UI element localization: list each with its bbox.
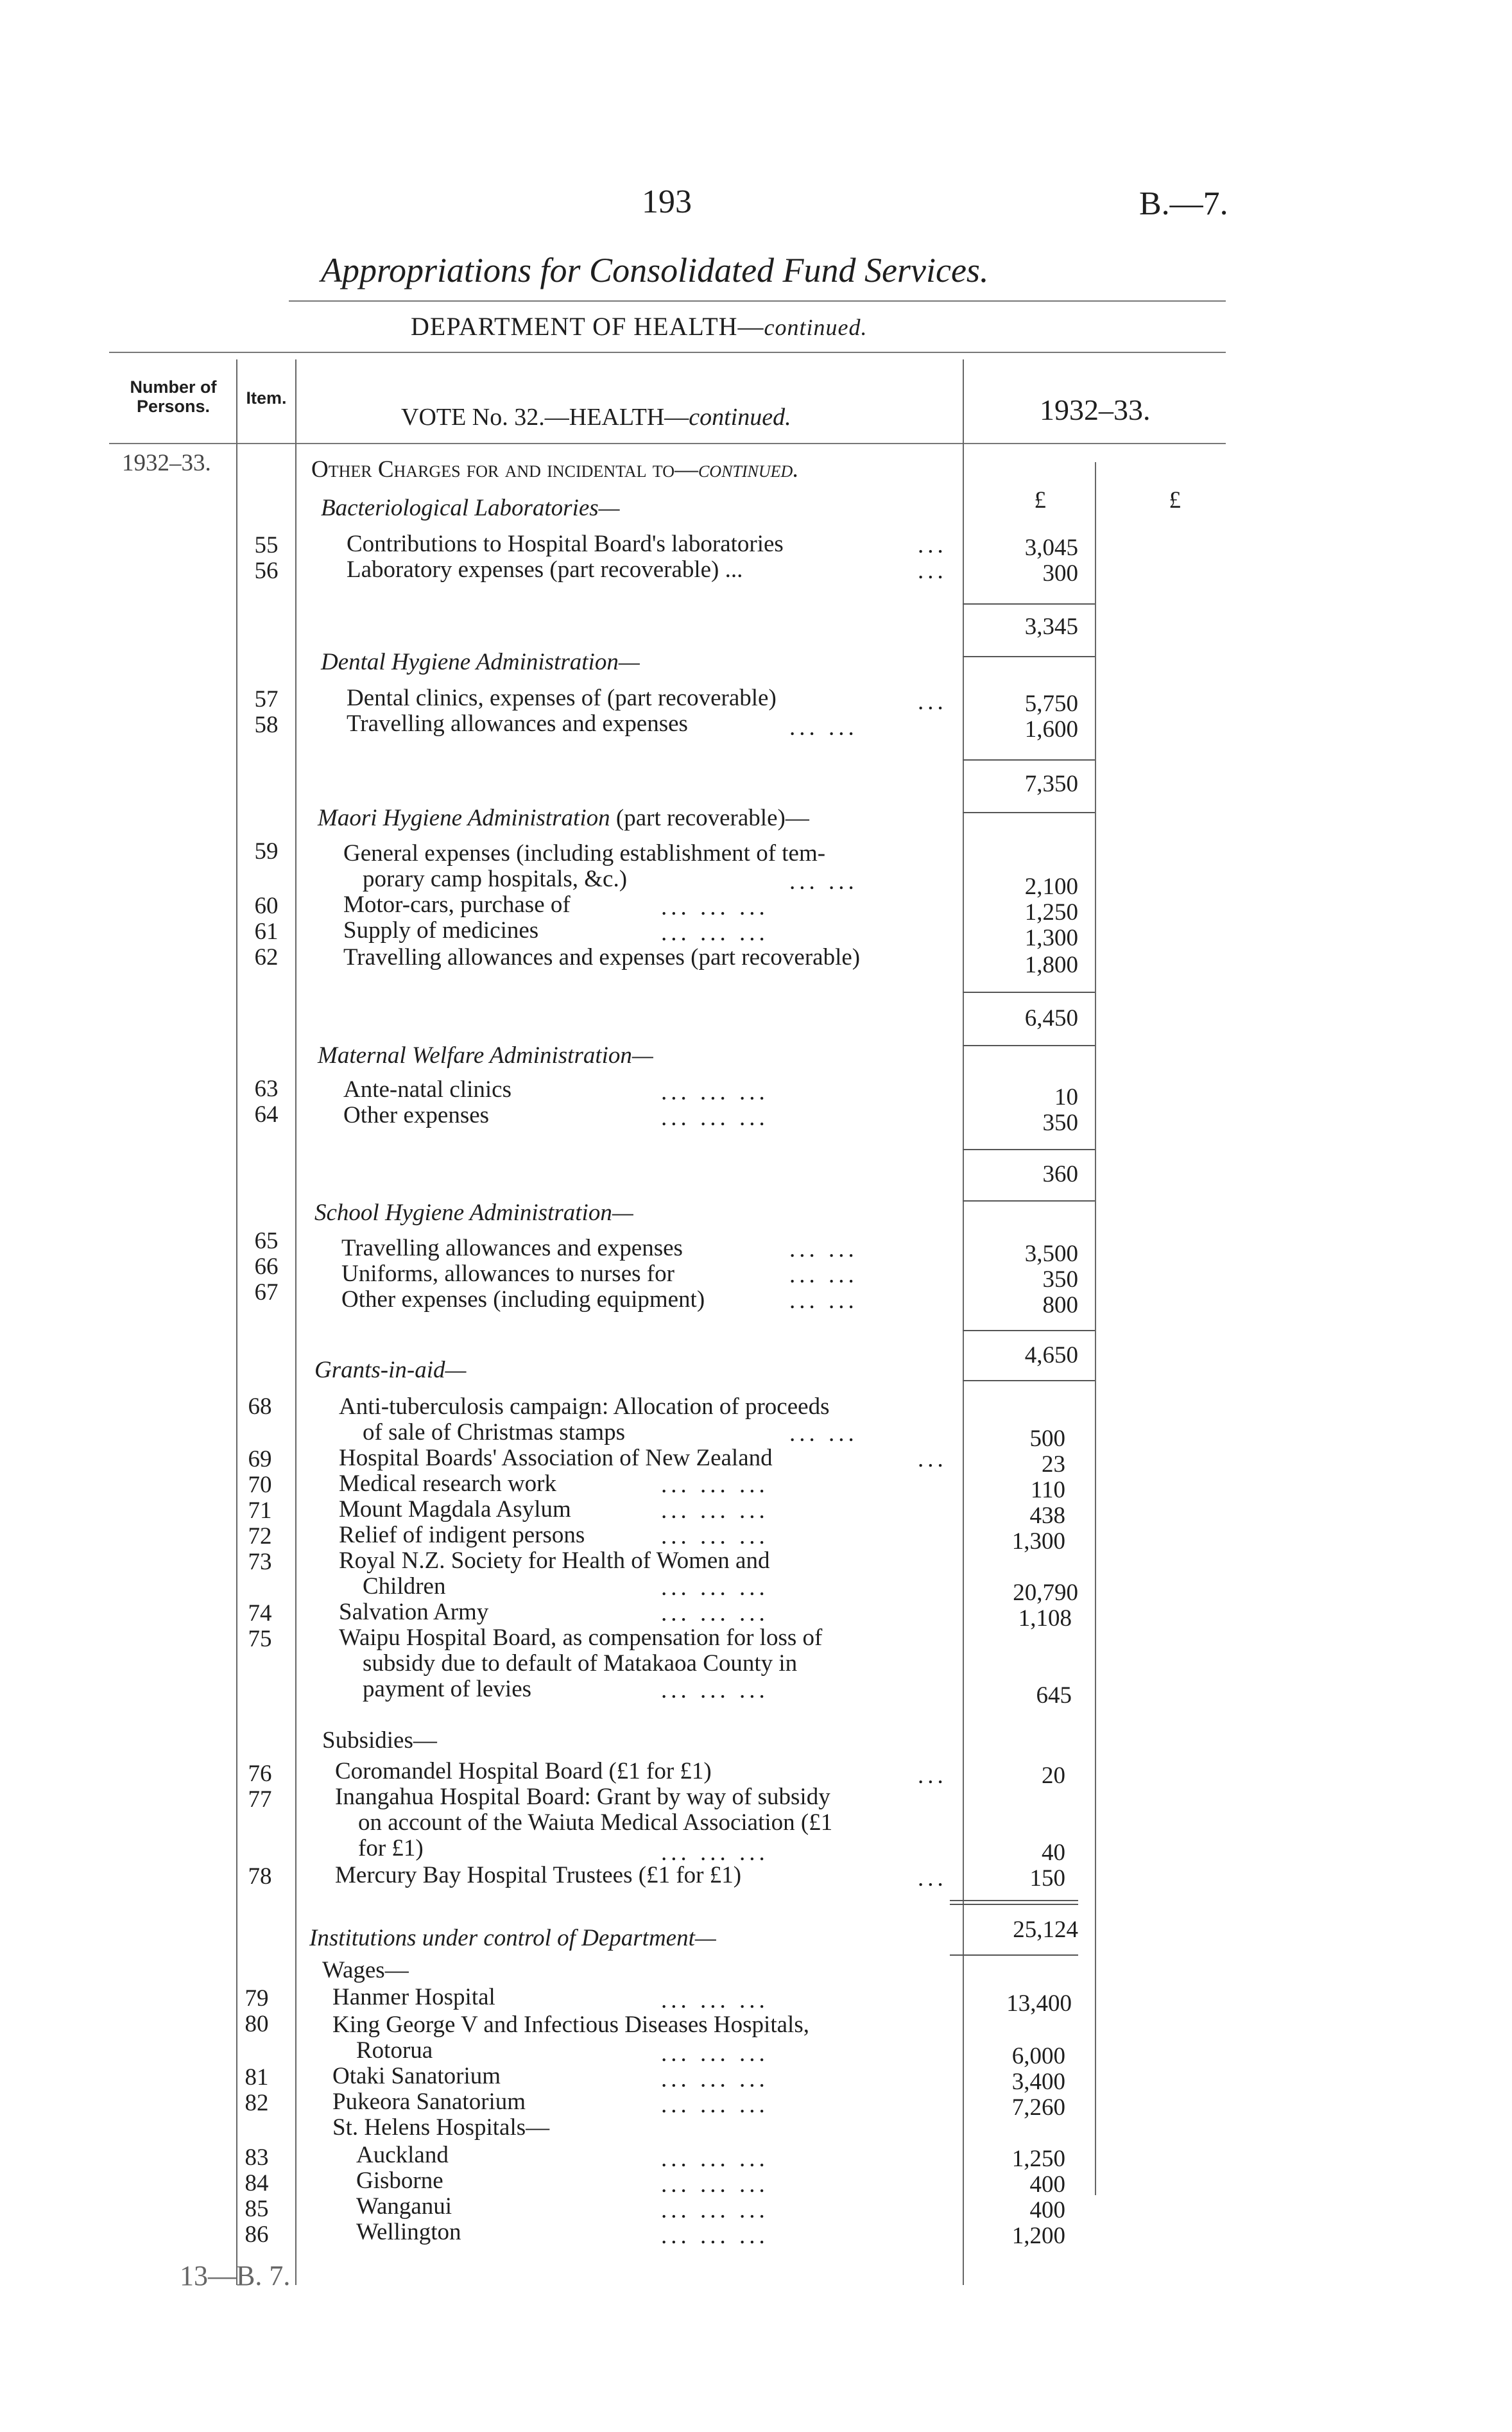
pound-symbol: £ <box>1034 487 1046 513</box>
leader-dots: ... ... ... <box>661 1079 769 1105</box>
leader-dots: ... ... <box>789 714 858 741</box>
item-description: Ante-natal clinics <box>343 1076 511 1103</box>
item-description: Mercury Bay Hospital Trustees (£1 for £1) <box>335 1862 742 1888</box>
leader-dots: ... ... ... <box>661 1497 769 1524</box>
item-amount: 110 <box>1030 1477 1065 1503</box>
leader-dots: ... ... ... <box>661 1523 769 1549</box>
leader-dots: ... ... ... <box>661 1574 769 1601</box>
item-amount: 1,600 <box>1024 716 1078 743</box>
subtotal-rule <box>963 656 1095 657</box>
item-number: 58 <box>254 712 279 738</box>
group-heading: Bacteriological Laboratories— <box>321 495 620 521</box>
item-description-cont: subsidy due to default of Matakaoa County in <box>363 1650 798 1677</box>
group-heading-label: Maori Hygiene Administration <box>318 805 610 831</box>
column-rule <box>963 359 964 2285</box>
item-number: 84 <box>245 2170 269 2196</box>
divider <box>109 352 1226 353</box>
leader-dots: ... ... ... <box>661 2171 769 2198</box>
item-number: 56 <box>254 558 279 584</box>
item-amount: 20,790 <box>1013 1580 1078 1606</box>
item-description: Travelling allowances and expenses (part recoverable) <box>343 944 861 970</box>
item-amount: 400 <box>1029 2171 1065 2198</box>
item-description-cont: of sale of Christmas stamps <box>363 1419 626 1445</box>
item-number: 55 <box>254 532 279 558</box>
leader-dots: ... ... ... <box>661 920 769 946</box>
item-description: Contributions to Hospital Board's laboratories <box>347 531 784 557</box>
leader-dots: ... ... ... <box>661 1677 769 1703</box>
item-amount: 6,000 <box>1011 2043 1065 2069</box>
year-label: 1932–33. <box>122 450 211 476</box>
item-number: 69 <box>248 1446 272 1472</box>
item-number: 86 <box>245 2221 269 2248</box>
subsidies-heading: Subsidies— <box>322 1727 437 1754</box>
item-description: Wanganui <box>356 2193 452 2220</box>
leader-dots: ... ... <box>789 1420 858 1447</box>
item-description: Uniforms, allowances to nurses for <box>341 1261 674 1287</box>
subtotal-rule <box>963 1045 1095 1046</box>
subtotal-rule <box>963 992 1095 993</box>
section-heading <box>311 457 799 483</box>
group-heading-suffix: (part recoverable)— <box>615 805 809 831</box>
item-description: Inangahua Hospital Board: Grant by way of subsidy <box>335 1784 830 1810</box>
item-amount: 150 <box>1029 1865 1065 1892</box>
item-description: Pukeora Sanatorium <box>332 2089 526 2115</box>
item-description: Relief of indigent persons <box>339 1522 585 1548</box>
subtotal-rule <box>950 1904 1078 1905</box>
item-number: 81 <box>245 2064 269 2091</box>
item-description: Otaki Sanatorium <box>332 2063 501 2089</box>
item-description: Motor-cars, purchase of <box>343 892 571 918</box>
item-description: Dental clinics, expenses of (part recoverable) <box>347 685 777 711</box>
item-description: Royal N.Z. Society for Health of Women and <box>339 1548 770 1574</box>
signature-mark: 13—B. 7. <box>180 2260 291 2291</box>
item-number: 70 <box>248 1472 272 1498</box>
item-number: 68 <box>248 1393 272 1420</box>
item-description: Hanmer Hospital <box>332 1984 495 2010</box>
department-label: DEPARTMENT OF HEALTH— <box>411 312 764 341</box>
group-total: 3,345 <box>1024 614 1078 640</box>
section-heading-continued: continued. <box>698 456 799 483</box>
item-description: Gisborne <box>356 2168 443 2194</box>
item-description-cont: Rotorua <box>356 2037 433 2064</box>
leader-dots: ... ... <box>789 1288 858 1314</box>
item-description: King George V and Infectious Diseases Hospitals, <box>332 2012 809 2038</box>
item-amount: 1,250 <box>1024 899 1078 926</box>
leader-dots: ... <box>918 689 947 715</box>
item-description: Auckland <box>356 2142 449 2168</box>
leader-dots: ... ... ... <box>661 2040 769 2067</box>
item-number: 65 <box>254 1228 279 1254</box>
item-description: Waipu Hospital Board, as compensation for loss of <box>339 1625 823 1651</box>
item-amount: 3,045 <box>1024 535 1078 561</box>
item-number: 67 <box>254 1279 279 1306</box>
item-number: 74 <box>248 1600 272 1626</box>
item-description: Salvation Army <box>339 1599 489 1625</box>
item-number: 77 <box>248 1786 272 1813</box>
leader-dots: ... ... ... <box>661 1105 769 1131</box>
item-amount: 1,300 <box>1011 1528 1065 1555</box>
item-description: Anti-tuberculosis campaign: Allocation of proceeds <box>339 1393 830 1420</box>
leader-dots: ... ... <box>789 1262 858 1288</box>
item-amount: 20 <box>1042 1763 1065 1789</box>
leader-dots: ... ... ... <box>661 1987 769 2014</box>
subtotal-rule <box>963 1380 1095 1381</box>
item-number: 76 <box>248 1761 272 1787</box>
item-number: 80 <box>245 2011 269 2037</box>
item-amount: 2,100 <box>1024 874 1078 900</box>
persons-column-header: Number of Persons. <box>130 377 217 416</box>
item-description-cont: on account of the Waiuta Medical Association (£1 <box>358 1809 833 1836</box>
item-amount: 350 <box>1042 1266 1078 1293</box>
leader-dots: ... <box>918 532 947 558</box>
item-description: Other expenses (including equipment) <box>341 1286 705 1313</box>
item-description-cont: porary camp hospitals, &c.) <box>363 866 628 892</box>
item-description-cont: for £1) <box>358 1835 424 1861</box>
leader-dots: ... ... ... <box>661 2146 769 2172</box>
group-total: 360 <box>1042 1161 1078 1187</box>
leader-dots: ... <box>918 1865 947 1892</box>
item-description: Travelling allowances and expenses <box>347 711 688 737</box>
item-number: 66 <box>254 1254 279 1280</box>
group-heading: School Hygiene Administration— <box>314 1200 633 1226</box>
item-amount: 3,400 <box>1011 2069 1065 2095</box>
item-amount: 13,400 <box>1006 1990 1072 2017</box>
item-description-cont: Children <box>363 1573 446 1600</box>
group-total: 7,350 <box>1024 771 1078 797</box>
st-helens-heading: St. Helens Hospitals— <box>332 2114 550 2141</box>
subtotal-rule <box>950 1900 1078 1901</box>
item-amount: 3,500 <box>1024 1241 1078 1267</box>
leader-dots: ... ... ... <box>661 1600 769 1626</box>
leader-dots: ... <box>918 558 947 584</box>
leader-dots: ... ... ... <box>661 894 769 920</box>
vote-continued: continued. <box>689 404 791 431</box>
page-number: 193 <box>642 184 692 220</box>
leader-dots: ... ... ... <box>661 2223 769 2249</box>
group-heading: Grants-in-aid— <box>314 1357 467 1383</box>
item-description: Travelling allowances and expenses <box>341 1235 683 1261</box>
subtotal-rule <box>963 1330 1095 1331</box>
subtotal-rule <box>963 759 1095 761</box>
item-amount: 7,260 <box>1011 2094 1065 2121</box>
item-amount: 5,750 <box>1024 691 1078 717</box>
item-amount: 1,300 <box>1024 925 1078 951</box>
section-heading-label: Other Charges for and incidental to— <box>311 456 698 483</box>
leader-dots: ... ... ... <box>661 1472 769 1498</box>
item-description: Hospital Boards' Association of New Zealand <box>339 1445 773 1471</box>
group-heading <box>318 806 809 831</box>
leader-dots: ... ... <box>789 1236 858 1263</box>
item-number: 60 <box>254 893 279 919</box>
group-heading: Maternal Welfare Administration— <box>318 1042 653 1069</box>
page-title: Appropriations for Consolidated Fund Services. <box>321 251 989 289</box>
department-continued: continued. <box>764 315 868 340</box>
item-description: Coromandel Hospital Board (£1 for £1) <box>335 1758 712 1784</box>
department-heading <box>411 311 867 341</box>
item-number: 78 <box>248 1863 272 1890</box>
item-amount: 10 <box>1054 1084 1078 1110</box>
item-number: 59 <box>254 838 279 865</box>
leader-dots: ... ... ... <box>661 2197 769 2223</box>
item-number: 62 <box>254 944 279 970</box>
wages-heading: Wages— <box>322 1957 409 1983</box>
item-number: 61 <box>254 918 279 945</box>
leader-dots: ... ... ... <box>661 2066 769 2092</box>
group-total: 6,450 <box>1024 1005 1078 1031</box>
item-amount: 40 <box>1042 1840 1065 1866</box>
document-reference: B.—7. <box>1139 185 1228 222</box>
item-number: 71 <box>248 1497 272 1524</box>
item-number: 83 <box>245 2144 269 2171</box>
vote-heading <box>401 403 791 431</box>
item-amount: 800 <box>1042 1292 1078 1318</box>
item-amount: 645 <box>1036 1682 1072 1709</box>
item-number: 57 <box>254 686 279 712</box>
group-heading: Institutions under control of Department— <box>309 1925 716 1951</box>
divider <box>289 300 1226 302</box>
item-description-cont: payment of levies <box>363 1676 532 1702</box>
subtotal-rule <box>963 812 1095 813</box>
leader-dots: ... <box>918 1763 947 1789</box>
item-number: 75 <box>248 1626 272 1652</box>
item-description: Wellington <box>356 2219 461 2245</box>
item-description: Supply of medicines <box>343 917 539 944</box>
subtotal-rule <box>963 1149 1095 1150</box>
year-column-header: 1932–33. <box>1040 393 1151 426</box>
item-amount: 500 <box>1029 1426 1065 1452</box>
group-total: 25,124 <box>1013 1917 1078 1943</box>
item-amount: 400 <box>1029 2197 1065 2223</box>
header-rule <box>109 443 1226 444</box>
group-heading: Dental Hygiene Administration— <box>321 649 640 675</box>
vote-label: VOTE No. 32.—HEALTH— <box>401 404 689 431</box>
item-description: Laboratory expenses (part recoverable) ... <box>347 556 743 583</box>
item-amount: 1,108 <box>1018 1605 1072 1632</box>
pound-symbol: £ <box>1169 487 1181 513</box>
item-amount: 350 <box>1042 1110 1078 1136</box>
item-column-header: Item. <box>246 388 287 408</box>
column-rule <box>295 359 296 2285</box>
item-description: Medical research work <box>339 1470 556 1497</box>
item-number: 85 <box>245 2196 269 2222</box>
subtotal-rule <box>963 1200 1095 1202</box>
leader-dots: ... ... ... <box>661 2092 769 2118</box>
item-amount: 1,250 <box>1011 2146 1065 2172</box>
item-number: 73 <box>248 1549 272 1575</box>
item-description: Other expenses <box>343 1102 490 1128</box>
leader-dots: ... ... ... <box>661 1840 769 1866</box>
item-number: 64 <box>254 1101 279 1128</box>
item-number: 82 <box>245 2090 269 2116</box>
leader-dots: ... <box>918 1446 947 1472</box>
item-amount: 1,800 <box>1024 952 1078 978</box>
item-amount: 300 <box>1042 560 1078 587</box>
item-description: General expenses (including establishment of tem- <box>343 840 826 867</box>
subtotal-rule <box>950 1954 1078 1956</box>
item-amount: 23 <box>1042 1451 1065 1478</box>
item-number: 79 <box>245 1985 269 2012</box>
item-description: Mount Magdala Asylum <box>339 1496 571 1522</box>
column-rule <box>1095 462 1096 2195</box>
subtotal-rule <box>963 603 1095 605</box>
group-total: 4,650 <box>1024 1342 1078 1368</box>
leader-dots: ... ... <box>789 868 858 895</box>
item-amount: 1,200 <box>1011 2223 1065 2249</box>
item-amount: 438 <box>1029 1503 1065 1529</box>
item-number: 72 <box>248 1523 272 1549</box>
item-number: 63 <box>254 1076 279 1102</box>
